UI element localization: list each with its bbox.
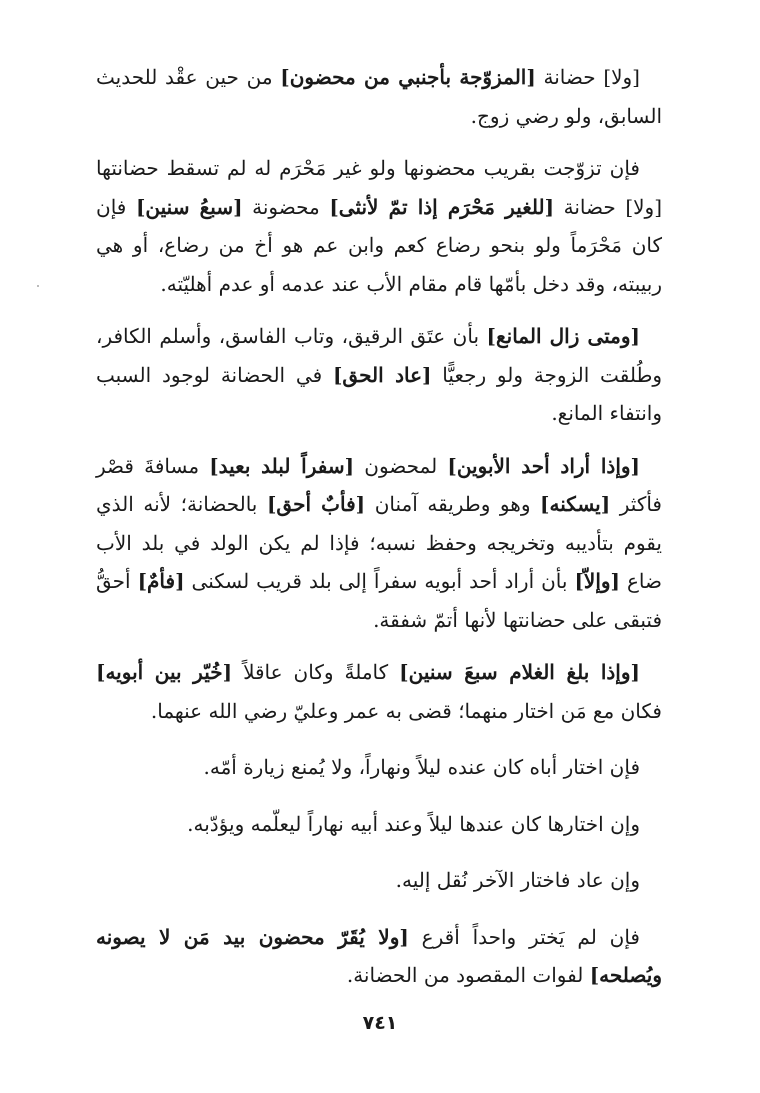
commentary-text: لفوات المقصود من الحضانة.	[346, 963, 590, 987]
bold-matn-text: [يسكنه]	[540, 492, 611, 516]
paragraph	[96, 447, 662, 640]
commentary-text: بأن أراد أحد أبويه سفراً إلى بلد قريب لسكنى	[184, 569, 575, 593]
commentary-text: فإن كان مَحْرَماً ولو بنحو رضاع كعم وابن عم هو أخ من رضاع، أو هي ربيبته، وقد دخل بأمّها قام مقام الأب عند عدمه أو عدم أهليّته.	[96, 194, 663, 296]
commentary-text: فكان مع مَن اختار منهما؛ قضى به عمر وعليّ رضي الله عنهما.	[150, 698, 662, 723]
commentary-text: أحقُّ فتبقى على حضانتها لأنها أتمّ شفقة.	[96, 569, 662, 632]
commentary-text: وهو وطريقه آمنان	[365, 492, 541, 516]
bold-matn-text: [وإلاّ]	[574, 569, 620, 593]
bold-matn-text: [وإذا أراد أحد الأبوين]	[447, 453, 640, 478]
paragraph	[96, 58, 662, 135]
commentary-text: كاملةً وكان عاقلاً	[232, 660, 400, 684]
commentary-text: بأن عتَق الرقيق، وتاب الفاسق، وأسلم الكافر، وطُلقت الزوجة ولو رجعيًّا	[96, 324, 663, 387]
page-number: ٧٤١	[362, 1012, 398, 1034]
commentary-text: وإن عاد فاختار الآخر نُقل إليه.	[395, 868, 640, 892]
commentary-text: لمحضون	[354, 453, 448, 478]
bold-matn-text: [سبعُ سنين]	[135, 194, 243, 219]
paragraph	[96, 805, 662, 844]
bold-matn-text: [سفراً لبلد بعيد]	[209, 453, 355, 478]
commentary-text: وإن اختارها كان عندها ليلاً وعند أبيه نهاراً ليعلّمه ويؤدّبه.	[187, 811, 640, 836]
page-body	[96, 58, 662, 1013]
bold-matn-text: [فأمٌ]	[137, 569, 185, 593]
bold-matn-text: [وإذا بلغ الغلام سبعَ سنين]	[399, 660, 640, 684]
bold-matn-text: [فأبٌ أحق]	[266, 492, 366, 516]
commentary-text: في الحضانة لوجود السبب وانتفاء المانع.	[96, 362, 662, 425]
commentary-text: فإن لم يَختر واحداً أقرع	[408, 924, 640, 949]
paragraph	[96, 149, 662, 303]
commentary-text: فإن تزوّجت بقريب محضونها ولو غير مَحْرَم له لم تسقط حضانتها	[96, 156, 640, 180]
commentary-text: محضونة	[242, 194, 330, 219]
bold-matn-text: [عاد الحق]	[332, 362, 432, 387]
bold-matn-text: [خُيّر بين أبويه]	[96, 660, 233, 684]
bold-matn-text: [للغير مَحْرَم إذا تمّ لأنثى]	[329, 194, 555, 219]
paragraph	[96, 861, 662, 900]
commentary-text: مسافةَ قصْر فأكثر	[96, 453, 662, 516]
margin-mark	[37, 285, 39, 287]
commentary-text: من حين عقْد للحديث السابق، ولو رضي زوج.	[96, 65, 662, 128]
paragraph	[96, 918, 662, 995]
commentary-text: حضانة	[554, 194, 626, 219]
commentary-text: فإن اختار أباه كان عنده ليلاً ونهاراً، ولا يُمنع زيارة أمّه.	[203, 755, 640, 779]
commentary-text: [ولا] حضانة	[535, 65, 640, 89]
paragraph	[96, 748, 662, 787]
bold-matn-text: [ولا يُقَرّ محضون بيد مَن لا يصونه ويُصلحه]	[96, 924, 662, 987]
paragraph	[96, 653, 662, 730]
paragraph	[96, 317, 662, 433]
bold-matn-text: [ومتى زال المانع]	[486, 324, 640, 348]
commentary-text: [ولا]	[625, 194, 662, 219]
commentary-text: بالحضانة؛ لأنه الذي يقوم بتأديبه وتخريجه وحفظ نسبه؛ فإذا لم يكن الولد في بلد الأب ضاع	[96, 492, 662, 593]
bold-matn-text: [المزوّجة بأجنبي من محضون]	[280, 65, 536, 89]
